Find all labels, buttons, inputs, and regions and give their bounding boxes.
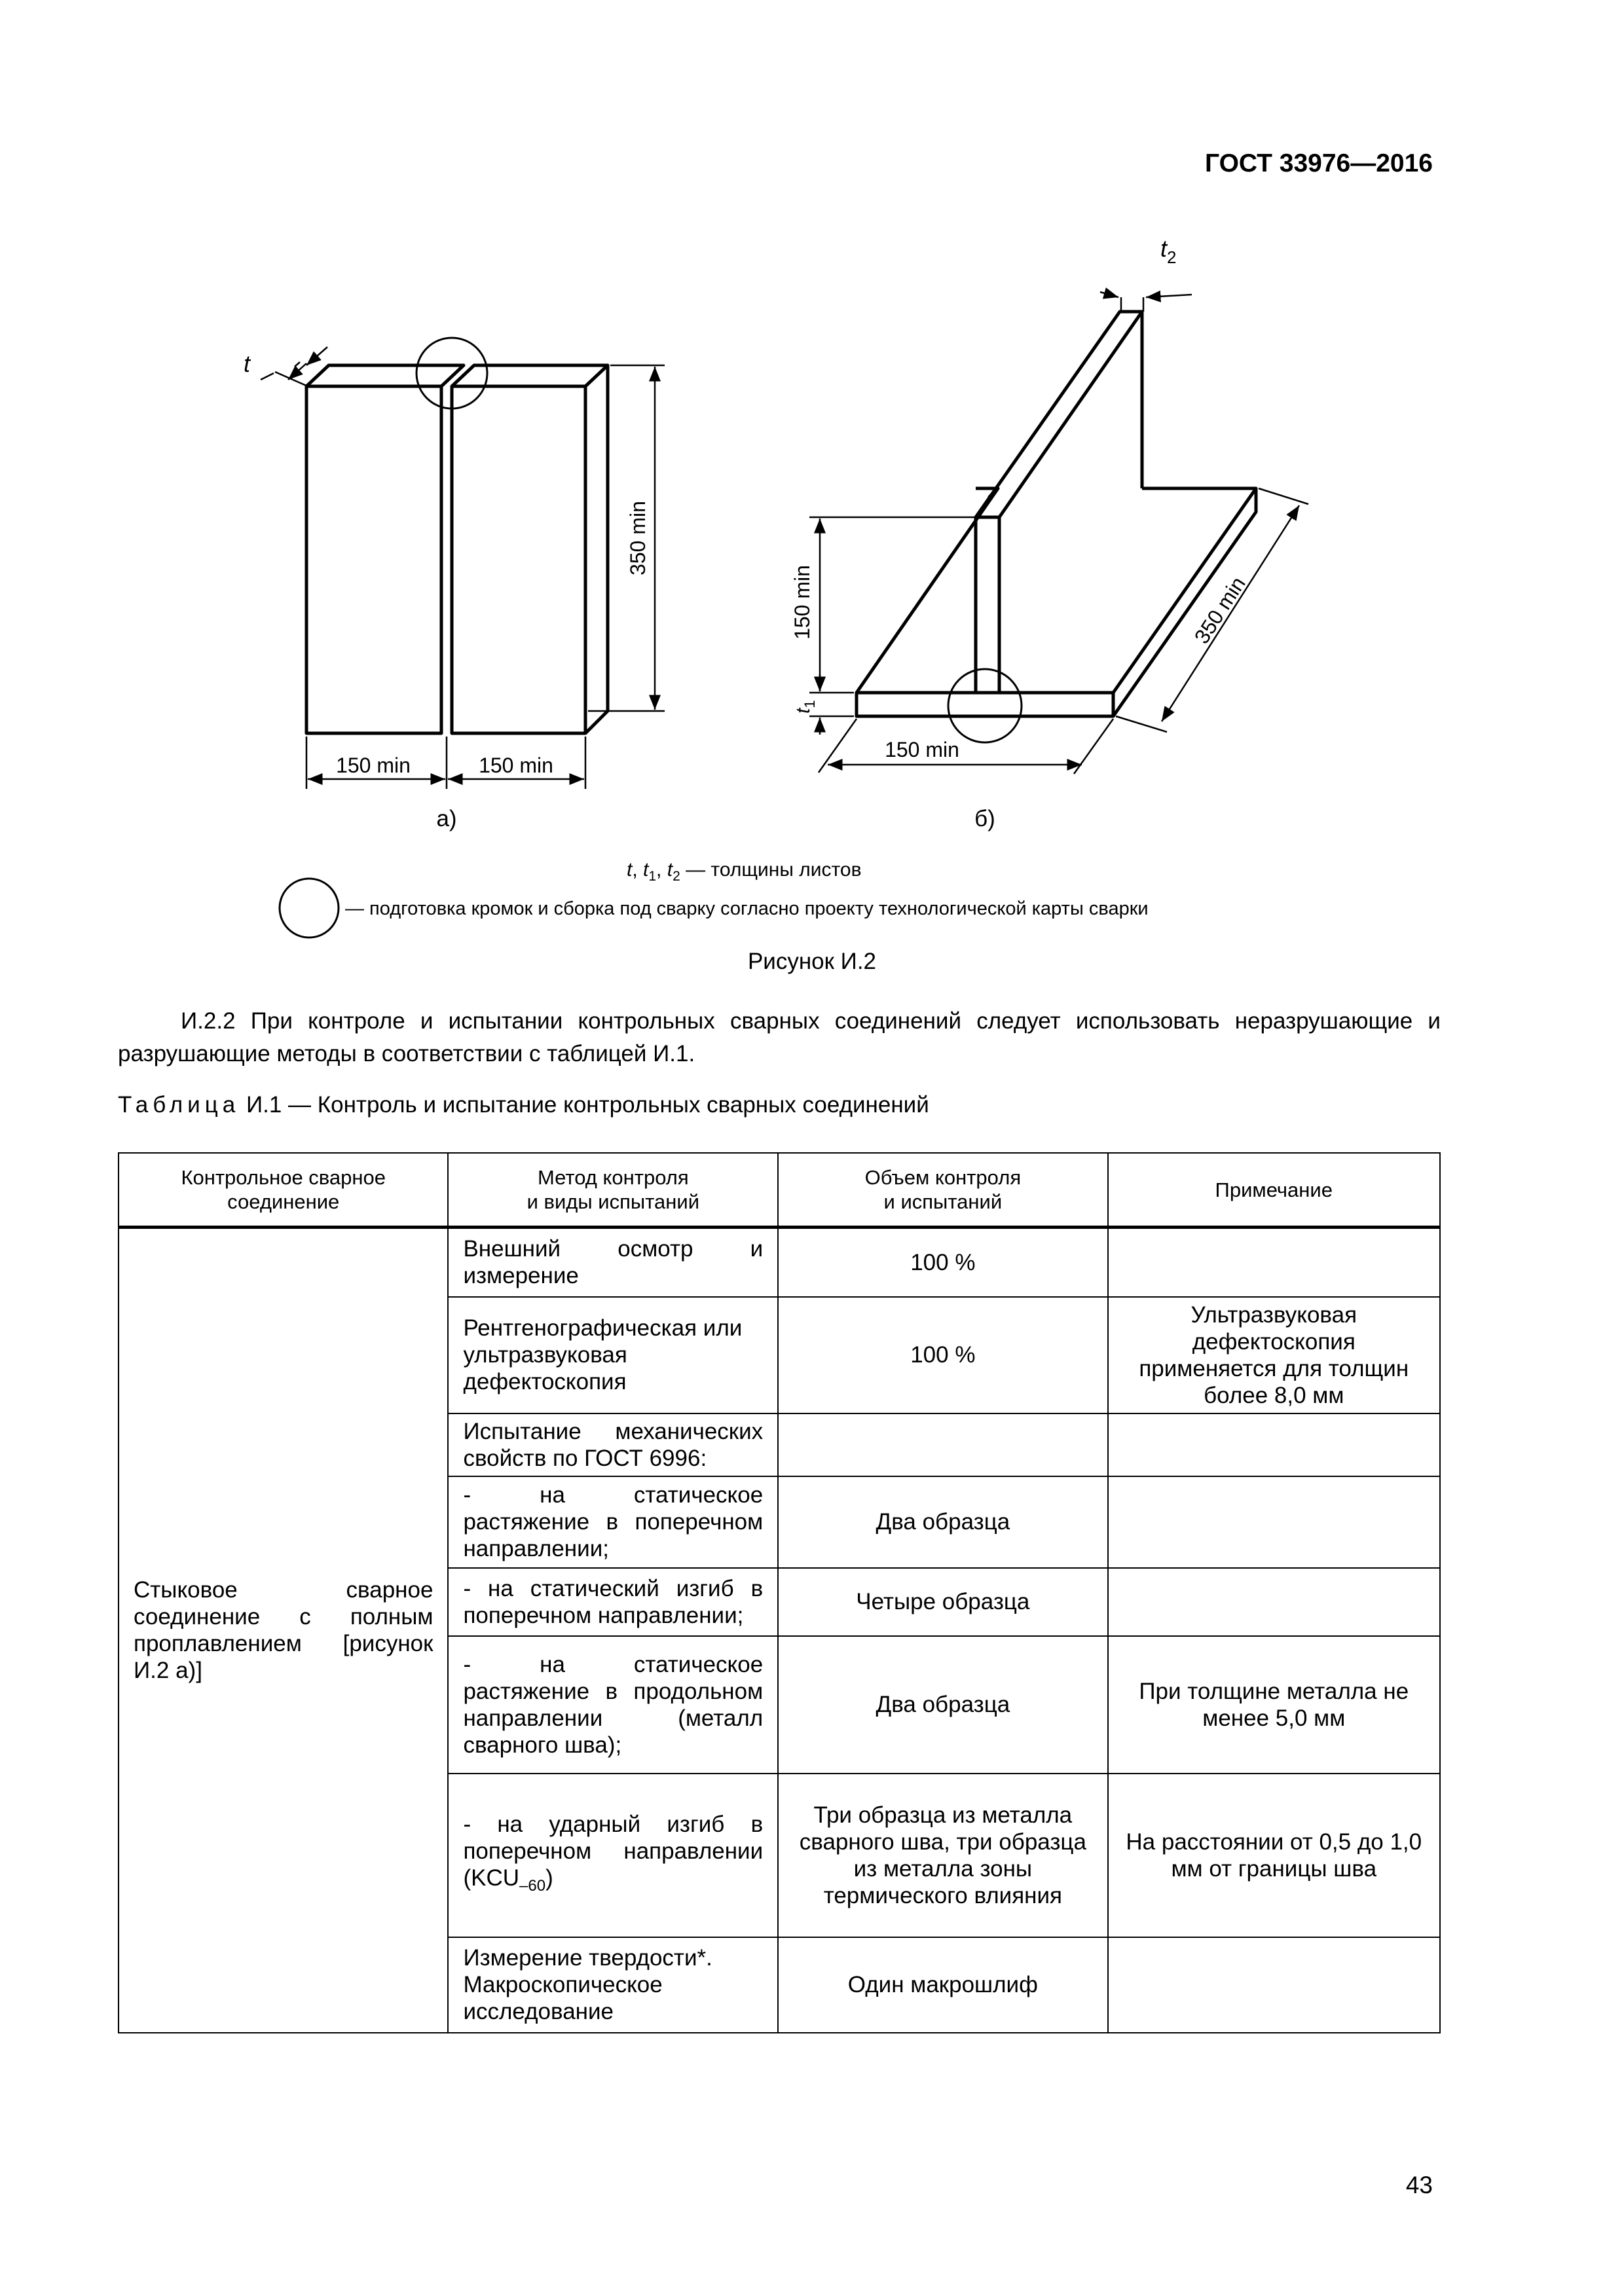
table-row	[119, 1228, 1440, 1297]
cell-volume: Два образца	[778, 1636, 1107, 1774]
cell-note	[1108, 1228, 1440, 1297]
cell-note: При толщине металла не менее 5,0 мм	[1108, 1636, 1440, 1774]
cell-method: Испытание механических свойств по ГОСТ 6996:	[448, 1413, 778, 1476]
dim-b-length: 350 min	[1189, 572, 1250, 648]
cell-joint: Стыковое сварное соединение с полным проплавлением [рисунок И.2 а)]	[119, 1228, 448, 2033]
legend-circle	[280, 879, 339, 938]
cell-note	[1108, 1568, 1440, 1636]
weld-prep-circle-b	[948, 669, 1022, 742]
legend-circle-text: — подготовка кромок и сборка под сварку согласно проекту технологической карты сварки	[345, 898, 1149, 919]
cell-note	[1108, 1476, 1440, 1568]
cell-volume: Один макрошлиф	[778, 1937, 1107, 2033]
cell-method: Измерение твердости*. Макроскопическое исследование	[448, 1937, 778, 2033]
page-number: 43	[1405, 2172, 1433, 2198]
standard-id: ГОСТ 33976—2016	[1205, 149, 1433, 177]
dim-b-height: 150 min	[790, 565, 814, 640]
figure-label-b: б)	[974, 806, 995, 831]
header-volume: Объем контроля и испытаний	[778, 1153, 1107, 1228]
figure-label-a: а)	[436, 806, 457, 831]
cell-volume: 100 %	[778, 1228, 1107, 1297]
header-joint: Контрольное сварное соединение	[119, 1153, 448, 1228]
cell-note	[1108, 1937, 1440, 2033]
cell-method: Внешний осмотр и измерение	[448, 1228, 778, 1297]
dim-t: t	[244, 350, 251, 377]
table-caption-text: И.1 — Контроль и испытание контрольных сварных соединений	[240, 1092, 929, 1118]
plate-right	[452, 365, 608, 733]
dim-t2: $t_2$	[1160, 235, 1177, 267]
table-caption	[118, 1092, 929, 1118]
figure-caption: Рисунок И.2	[747, 949, 877, 974]
dim-t1: $t_1$	[792, 700, 818, 714]
cell-volume: Четыре образца	[778, 1568, 1107, 1636]
plate-left	[306, 365, 464, 733]
cell-note: Ультразвуковая дефектоскопия применяется для толщин более 8,0 мм	[1108, 1297, 1440, 1413]
dim-a-width-left: 150 min	[336, 754, 411, 777]
cell-volume: 100 %	[778, 1297, 1107, 1413]
cell-method: - на статическое растяжение в поперечном направлении;	[448, 1476, 778, 1568]
web-plate	[976, 312, 1142, 693]
cell-method: - на статический изгиб в поперечном направлении;	[448, 1568, 778, 1636]
figure-i2	[0, 0, 1624, 982]
table-caption-prefix: Таблица	[118, 1092, 240, 1118]
cell-volume: Три образца из металла сварного шва, три образца из металла зоны термического влияния	[778, 1774, 1107, 1937]
dim-b-width: 150 min	[885, 738, 959, 761]
cell-method: - на ударный изгиб в поперечном направлении $(KCU_{-60})$	[448, 1774, 778, 1937]
cell-note: На расстоянии от 0,5 до 1,0 мм от границы шва	[1108, 1774, 1440, 1937]
cell-volume	[778, 1413, 1107, 1476]
dim-a-width-right: 150 min	[479, 754, 553, 777]
legend-thickness: t, $t_1$, $t_2$ — толщины листов	[627, 859, 862, 884]
cell-method: - на статическое растяжение в продольном направлении (металл сварного шва);	[448, 1636, 778, 1774]
table-header-row	[119, 1153, 1440, 1228]
dim-a-height: 350 min	[626, 501, 650, 575]
cell-volume: Два образца	[778, 1476, 1107, 1568]
cell-note	[1108, 1413, 1440, 1476]
header-method: Метод контроля и виды испытаний	[448, 1153, 778, 1228]
table-i1	[118, 1152, 1441, 2033]
paragraph-i22: И.2.2 При контроле и испытании контрольных сварных соединений следует использовать неразрушающие и разрушающие методы в соответствии с таблицей И.1.	[118, 1008, 1441, 1066]
cell-method: Рентгенографическая или ультразвуковая дефектоскопия	[448, 1297, 778, 1413]
header-note: Примечание	[1108, 1153, 1440, 1228]
base-plate	[857, 488, 1256, 716]
